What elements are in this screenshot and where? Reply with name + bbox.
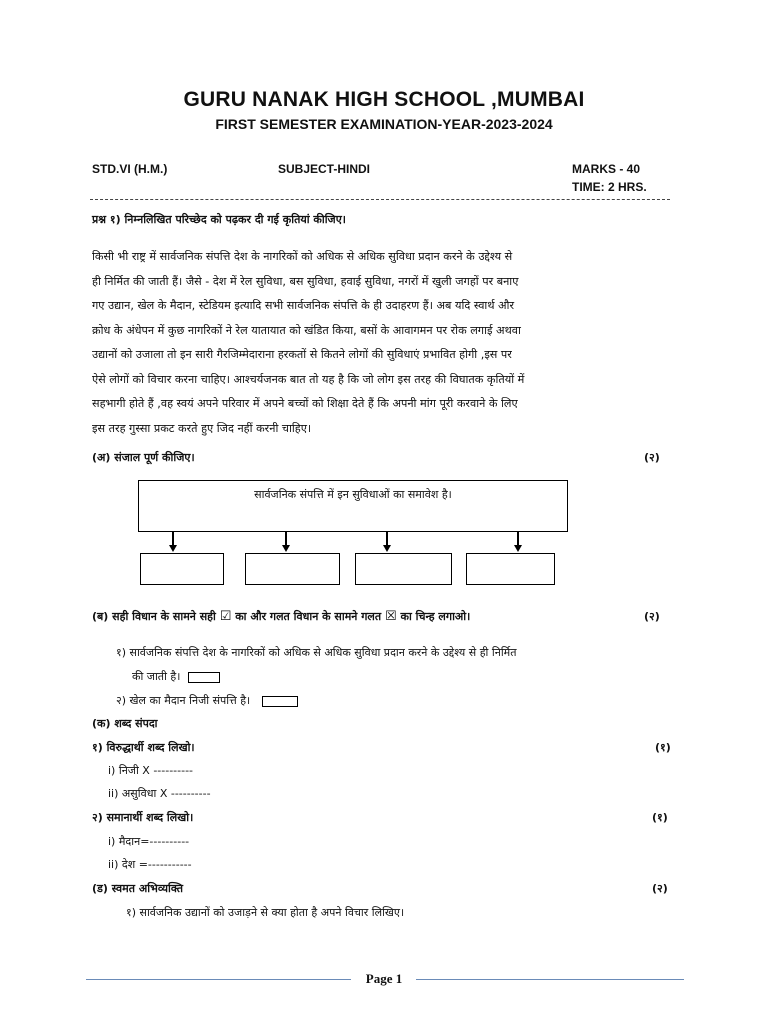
antonyms-marks: (१): [655, 741, 671, 754]
passage-line: उद्यानों को उजाला तो इन सारी गैरजिम्मेदाराना हरकतों से कितने लोगों की सुविधाएं प्रभावित होगी ,इस पर: [92, 348, 512, 361]
web-diagram-main-text: सार्वजनिक संपत्ति में इन सुविधाओं का समावेश है।: [254, 488, 452, 501]
statement-2-answer-box[interactable]: [262, 696, 298, 707]
arrow-line-4: [517, 532, 519, 546]
section-k-label: (क) शब्द संपदा: [92, 717, 158, 730]
statement-1-line-1: १) सार्वजनिक संपत्ति देश के नागरिकों को अधिक से अधिक सुविधा प्रदान करने के उद्देश्य से ही निर्मित: [116, 646, 517, 659]
std-label: STD.VI (H.M.): [92, 162, 168, 176]
answer-box-1[interactable]: [140, 553, 224, 585]
arrow-head-1: [169, 545, 177, 552]
passage-line: किसी भी राष्ट्र में सार्वजनिक संपत्ति देश के नागरिकों को अधिक से अधिक सुविधा प्रदान करने के उद्देश्य से: [92, 250, 513, 263]
arrow-line-3: [386, 532, 388, 546]
synonyms-question: २) समानार्थी शब्द लिखो।: [92, 811, 194, 824]
header-divider: [90, 199, 670, 200]
arrow-line-2: [285, 532, 287, 546]
section-b-marks: (२): [644, 610, 660, 623]
right-mark-icon: ☑: [219, 609, 232, 624]
synonym-item-1: i) मैदान=----------: [108, 835, 190, 848]
section-b-text-mid: का और गलत विधान के सामने गलत: [235, 610, 382, 623]
answer-box-4[interactable]: [466, 553, 555, 585]
section-d-marks: (२): [652, 882, 668, 895]
antonym-item-1: i) निजी X ----------: [108, 764, 194, 777]
arrow-head-3: [383, 545, 391, 552]
section-a-label: (अ) संजाल पूर्ण कीजिए।: [92, 451, 195, 464]
passage-line: इस तरह गुस्सा प्रकट करते हुए जिद नहीं करनी चाहिए।: [92, 421, 312, 435]
arrow-head-4: [514, 545, 522, 552]
antonyms-question: १) विरुद्धार्थी शब्द लिखो।: [92, 741, 195, 754]
statement-2: [116, 693, 298, 708]
answer-box-3[interactable]: [355, 553, 452, 585]
passage: [92, 245, 670, 441]
page-number: Page 1: [365, 971, 403, 986]
web-diagram-main-box: [138, 480, 568, 532]
answer-box-2[interactable]: [245, 553, 340, 585]
subject-label: SUBJECT-HINDI: [278, 162, 371, 176]
question-1-heading: प्रश्न १) निम्नलिखित परिच्छेद को पढ़कर दी गई कृतियां कीजिए।: [92, 213, 346, 226]
synonym-item-2: ii) देश =-----------: [108, 858, 192, 871]
school-name: GURU NANAK HIGH SCHOOL ,MUMBAI: [183, 88, 585, 111]
section-b-text-post: का चिन्ह लगाओ।: [400, 610, 471, 623]
antonym-item-2: ii) असुविधा X ----------: [108, 787, 211, 800]
statement-1-end: की जाती है।: [132, 670, 181, 683]
synonyms-marks: (१): [652, 811, 668, 824]
passage-line: सहभागी होते हैं ,वह स्वयं अपने परिवार में अपने बच्चों को शिक्षा देते हैं कि अपनी मांग पूरी करवाने के लिए: [92, 397, 518, 410]
marks-label: MARKS - 40: [572, 162, 641, 176]
time-label: TIME: 2 HRS.: [572, 180, 647, 194]
passage-line: ही निर्मित की जाती हैं। जैसे - देश में रेल सुविधा, बस सुविधा, हवाई सुविधा, नगरों में खुली जगहों पर बनाए: [92, 274, 519, 288]
passage-line: गए उद्यान, खेल के मैदान, स्टेडियम इत्यादि सभी सार्वजनिक संपत्ति के ही उदाहरण हैं। अब यदि स्वार्थ और: [92, 299, 515, 312]
statement-1-line-2: [132, 669, 220, 684]
passage-line: ऐसे लोगों को विचार करना चाहिए। आश्चर्यजनक बात तो यह है कि जो लोग इस तरह की विघातक कृतियों में: [92, 372, 525, 386]
statement-2-text: २) खेल का मैदान निजी संपत्ति है।: [116, 694, 251, 707]
arrow-line-1: [172, 532, 174, 546]
exam-title: FIRST SEMESTER EXAMINATION-YEAR-2023-2024: [215, 116, 553, 132]
arrow-head-2: [282, 545, 290, 552]
section-d-label: (ड) स्वमत अभिव्यक्ति: [92, 882, 183, 895]
passage-line: क्रोध के अंधेपन में कुछ नागरिकों ने रेल यातायात को खंडित किया, बसों के आवागमन पर रोक लगाई अथवा: [92, 323, 521, 337]
section-b-label: [92, 609, 470, 624]
section-b-text-pre: (ब) सही विधान के सामने सही: [92, 610, 216, 623]
section-a-marks: (२): [644, 451, 660, 464]
wrong-mark-icon: ☒: [385, 609, 397, 624]
opinion-question: १) सार्वजनिक उद्यानों को उजाड़ने से क्या होता है अपने विचार लिखिए।: [126, 906, 405, 919]
statement-1-answer-box[interactable]: [188, 672, 220, 683]
